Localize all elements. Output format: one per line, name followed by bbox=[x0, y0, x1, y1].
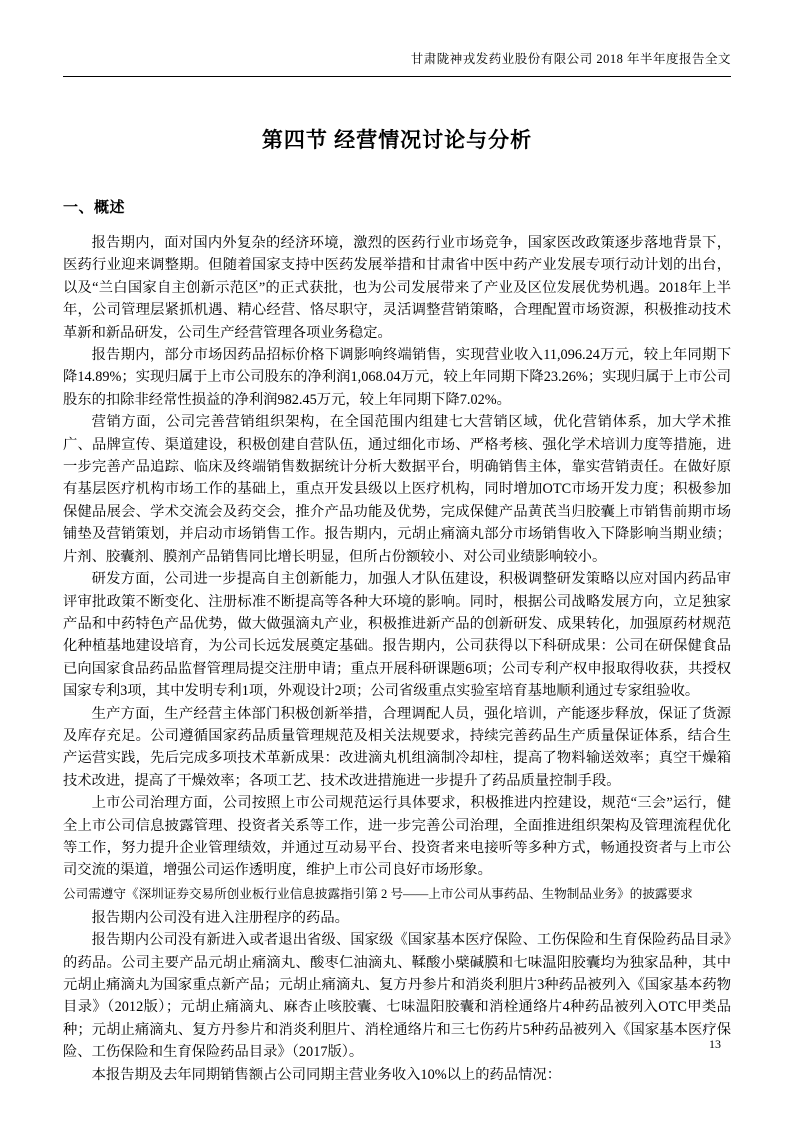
overview-heading: 一、概述 bbox=[63, 200, 126, 216]
overview-body bbox=[63, 232, 731, 1086]
page-number: 13 bbox=[709, 1037, 721, 1051]
body-paragraph: 研发方面，公司进一步提高自主创新能力，加强人才队伍建设，积极调整研发策略以应对国内药品审评审批政策不断变化、注册标准不断提高等各种大环境的影响。同时，根据公司战略发展方向，立足独家产品和中药特色产品优势，做大做强滴丸产业，积极推进新产品的创新研发、成果转化，加强原药材规范化种植基地建设培育，为公司长远发展奠定基础。报告期内，公司获得以下科研成果：公司在研保健食品已向国家食品药品监督管理局提交注册申请；重点开展科研课题6项；公司专利产权申报取得收获，共授权国家专利3项，其中发明专利1项，外观设计2项；公司省级重点实验室培育基地顺利通过专家组验收。 bbox=[63, 571, 731, 700]
running-header: 甘肃陇神戎发药业股份有限公司 2018 年半年度报告全文 bbox=[63, 50, 731, 77]
body-paragraph: 报告期内公司没有进入注册程序的药品。 bbox=[91, 909, 349, 926]
body-paragraph: 营销方面，公司完善营销组织架构，在全国范围内组建七大营销区域，优化营销体系，加大学术推广、品牌宣传、渠道建设，积极创建自营队伍，通过细化市场、严格考核、强化学术培训力度等措施，进一步完善产品追踪、临床及终端销售数据统计分析大数据平台，明确销售主体，靠实营销责任。在做好原有基层医疗机构市场工作的基础上，重点开发县级以上医疗机构，同时增加OTC市场开发力度；积极参加保健品展会、学术交流会及药交会，推介产品功能及优势，完成保健产品黄芪当归胶囊上市销售前期市场铺垫及营销策划，并启动市场销售工作。报告期内，元胡止痛滴丸部分市场销售收入下降影响当期业绩；片剂、胶囊剂、膜剂产品销售同比增长明显，但所占份额较小、对公司业绩影响较小。 bbox=[63, 414, 731, 565]
body-paragraph: 本报告期及去年同期销售额占公司同期主营业务收入10%以上的药品情况： bbox=[91, 1066, 561, 1083]
body-paragraph: 生产方面，生产经营主体部门积极创新举措，合理调配人员，强化培训，产能逐步释放，保证了货源及库存充足。公司遵循国家药品质量管理规范及相关法规要求，持续完善药品生产质量保证体系，结合生产运营实践，先后完成多项技术革新成果：改进滴丸机组滴制冷却柱，提高了物料输送效率；真空干燥箱技术改进，提高了干燥效率；各项工艺、技术改进措施进一步提升了药品质量控制手段。 bbox=[63, 705, 731, 789]
page-content bbox=[63, 50, 731, 1086]
body-paragraph: 报告期内，部分市场因药品招标价格下调影响终端销售，实现营业收入11,096.24万元，较上年同期下降14.89%；实现归属于上市公司股东的净利润1,068.04万元，较上年同期下降23.26%；实现归属于上市公司股东的扣除非经常性损益的净利润982.45万元，较上年同期下降7.02%。 bbox=[63, 347, 731, 408]
disclosure-note: 公司需遵守《深圳证券交易所创业板行业信息披露指引第 2 号——上市公司从事药品、生物制品业务》的披露要求 bbox=[63, 886, 693, 901]
section-title: 第四节 经营情况讨论与分析 bbox=[261, 128, 533, 152]
body-paragraph: 报告期内，面对国内外复杂的经济环境，激烈的医药行业市场竞争，国家医改政策逐步落地背景下，医药行业迎来调整期。但随着国家支持中医药发展举措和甘肃省中医中药产业发展专项行动计划的出台，以及“兰白国家自主创新示范区”的正式获批，也为公司发展带来了产业及区位发展优势机遇。2018年上半年，公司管理层紧抓机遇、精心经营、恪尽职守，灵活调整营销策略，合理配置市场资源，积极推动技术革新和新品研发，公司生产经营管理各项业务稳定。 bbox=[63, 235, 731, 341]
body-paragraph: 报告期内公司没有新进入或者退出省级、国家级《国家基本医疗保险、工伤保险和生育保险药品目录》的药品。公司主要产品元胡止痛滴丸、酸枣仁油滴丸、鞣酸小檗碱膜和七味温阳胶囊均为独家品种，其中元胡止痛滴丸为国家重点新产品；元胡止痛滴丸、复方丹参片和消炎利胆片3种药品被列入《国家基本药物目录》（2012版）；元胡止痛滴丸、麻杏止咳胶囊、七味温阳胶囊和消栓通络片4种药品被列入OTC甲类品种；元胡止痛滴丸、复方丹参片和消炎利胆片、消栓通络片和三七伤药片5种药品被列入《国家基本医疗保险、工伤保险和生育保险药品目录》（2017版）。 bbox=[63, 932, 731, 1061]
body-paragraph: 上市公司治理方面，公司按照上市公司规范运行具体要求，积极推进内控建设，规范“三会”运行，健全上市公司信息披露管理、投资者关系等工作，进一步完善公司治理，全面推进组织架构及管理流程优化等工作，努力提升企业管理绩效，并通过互动易平台、投资者来电接听等多种方式，畅通投资者与上市公司交流的渠道，增强公司运作透明度，维护上市公司良好市场形象。 bbox=[63, 795, 731, 879]
